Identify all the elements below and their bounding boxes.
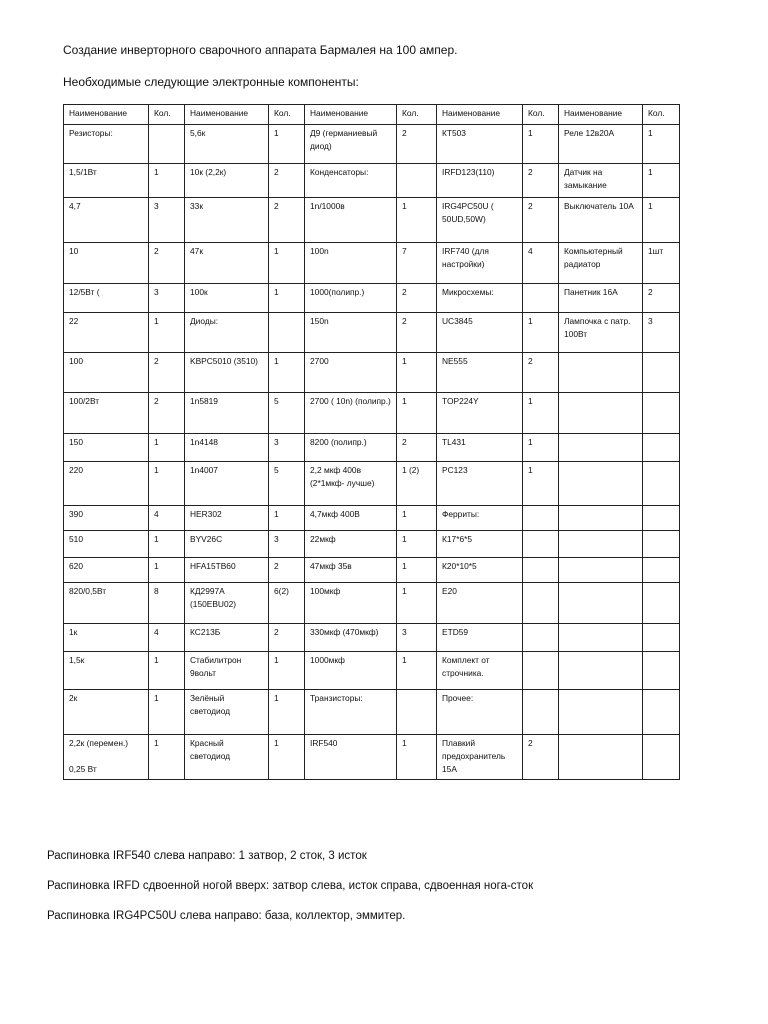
column-header: Наименование (559, 105, 643, 125)
component-name-cell: 510 (64, 531, 149, 558)
quantity-cell: 2 (397, 434, 437, 462)
component-name-cell: Панетник 16А (559, 284, 643, 313)
quantity-cell: 3 (149, 198, 185, 243)
component-name-cell: 33к (185, 198, 269, 243)
quantity-cell: 1 (149, 462, 185, 506)
component-name-cell (559, 690, 643, 735)
components-table (63, 104, 680, 780)
component-name-cell: 5,6к (185, 125, 269, 164)
quantity-cell: 3 (149, 284, 185, 313)
table-header-row (64, 105, 680, 125)
quantity-cell: 1 (269, 125, 305, 164)
component-name-cell: 1n/1000в (305, 198, 397, 243)
table-row (64, 164, 680, 198)
quantity-cell: 2 (643, 284, 680, 313)
quantity-cell: 1 (149, 164, 185, 198)
pinout-irf540: Распиновка IRF540 слева направо: 1 затвор, 2 сток, 3 исток (47, 850, 367, 862)
component-name-cell: 100n (305, 243, 397, 284)
quantity-cell: 2 (523, 735, 559, 780)
quantity-cell: 2 (269, 164, 305, 198)
component-name-cell (559, 558, 643, 583)
pinout-irg4pc50u: Распиновка IRG4PC50U слева направо: база, коллектор, эммитер. (47, 910, 406, 922)
quantity-cell: 4 (523, 243, 559, 284)
component-name-cell: 47к (185, 243, 269, 284)
component-name-cell: Ферриты: (437, 506, 523, 531)
component-name-cell: 100к (185, 284, 269, 313)
quantity-cell: 2 (149, 353, 185, 393)
component-name-cell: Д9 (германиевый диод) (305, 125, 397, 164)
component-name-cell: IRFD123(110) (437, 164, 523, 198)
quantity-cell: 5 (269, 393, 305, 434)
component-name-cell: К17*6*5 (437, 531, 523, 558)
component-name-cell: 150 (64, 434, 149, 462)
component-name-cell: IRF740 (для настройки) (437, 243, 523, 284)
component-name-cell: 4,7мкф 400В (305, 506, 397, 531)
quantity-cell (149, 125, 185, 164)
quantity-cell: 1 (523, 125, 559, 164)
quantity-cell: 1 (397, 735, 437, 780)
table-row (64, 583, 680, 624)
quantity-cell (523, 652, 559, 690)
table-row (64, 462, 680, 506)
column-header: Наименование (305, 105, 397, 125)
quantity-cell (269, 313, 305, 353)
component-name-cell (559, 393, 643, 434)
component-name-cell: IRG4PC50U ( 50UD,50W) (437, 198, 523, 243)
quantity-cell: 1 (149, 313, 185, 353)
component-name-cell (559, 462, 643, 506)
column-header: Кол. (523, 105, 559, 125)
quantity-cell: 1 (523, 313, 559, 353)
quantity-cell: 1 (397, 506, 437, 531)
table-row (64, 735, 680, 780)
component-name-cell: Выключатель 10А (559, 198, 643, 243)
quantity-cell (643, 652, 680, 690)
quantity-cell (523, 624, 559, 652)
component-name-cell: BYV26C (185, 531, 269, 558)
component-name-cell: Транзисторы: (305, 690, 397, 735)
component-name-cell: 47мкф 35в (305, 558, 397, 583)
component-name-cell: Резисторы: (64, 125, 149, 164)
quantity-cell: 1 (269, 284, 305, 313)
component-name-cell: Красный светодиод (185, 735, 269, 780)
quantity-cell (643, 434, 680, 462)
component-name-cell: Комплект от строчника. (437, 652, 523, 690)
component-name-cell: КТ503 (437, 125, 523, 164)
component-name-cell: 1n4148 (185, 434, 269, 462)
quantity-cell: 2 (523, 198, 559, 243)
quantity-cell: 1 (523, 434, 559, 462)
component-name-cell: 8200 (полипр.) (305, 434, 397, 462)
table-row (64, 393, 680, 434)
quantity-cell: 1 (643, 125, 680, 164)
component-name-cell: 2к (64, 690, 149, 735)
quantity-cell (643, 506, 680, 531)
component-name-cell: 10 (64, 243, 149, 284)
quantity-cell: 1 (269, 506, 305, 531)
quantity-cell (643, 353, 680, 393)
quantity-cell: 2 (269, 198, 305, 243)
quantity-cell (643, 531, 680, 558)
component-name-cell: Диоды: (185, 313, 269, 353)
component-name-cell: Реле 12в20А (559, 125, 643, 164)
component-name-cell: KBPC5010 (3510) (185, 353, 269, 393)
quantity-cell: 4 (149, 506, 185, 531)
component-name-cell (559, 624, 643, 652)
component-name-cell: E20 (437, 583, 523, 624)
quantity-cell: 1 (397, 393, 437, 434)
quantity-cell (397, 164, 437, 198)
component-name-cell: 1n4007 (185, 462, 269, 506)
component-name-cell: 820/0,5Вт (64, 583, 149, 624)
quantity-cell: 5 (269, 462, 305, 506)
quantity-cell: 1 (149, 558, 185, 583)
component-name-cell (559, 735, 643, 780)
component-name-cell: 620 (64, 558, 149, 583)
component-name-cell: HFA15TB60 (185, 558, 269, 583)
quantity-cell (523, 506, 559, 531)
quantity-cell: 2 (149, 393, 185, 434)
component-name-cell: 100/2Вт (64, 393, 149, 434)
component-name-cell: PC123 (437, 462, 523, 506)
component-name-cell (559, 353, 643, 393)
component-name-cell: 100мкф (305, 583, 397, 624)
quantity-cell (523, 284, 559, 313)
quantity-cell: 1 (149, 690, 185, 735)
quantity-cell: 3 (269, 434, 305, 462)
component-name-cell: NE555 (437, 353, 523, 393)
component-name-cell: Стабилитрон 9вольт (185, 652, 269, 690)
table-row (64, 558, 680, 583)
table-row (64, 506, 680, 531)
component-name-cell: Зелёный светодиод (185, 690, 269, 735)
component-name-cell: 2,2 мкф 400в (2*1мкф- лучше) (305, 462, 397, 506)
component-name-cell (559, 506, 643, 531)
component-name-cell: 1,5к (64, 652, 149, 690)
quantity-cell: 1 (269, 735, 305, 780)
table-row (64, 313, 680, 353)
component-name-cell: TL431 (437, 434, 523, 462)
column-header: Кол. (397, 105, 437, 125)
quantity-cell: 1 (269, 690, 305, 735)
component-name-cell (559, 434, 643, 462)
component-name-cell: 1n5819 (185, 393, 269, 434)
quantity-cell: 1 (523, 462, 559, 506)
quantity-cell: 1 (149, 531, 185, 558)
component-name-cell: Датчик на замыкание (559, 164, 643, 198)
component-name-cell: 330мкф (470мкф) (305, 624, 397, 652)
quantity-cell (523, 583, 559, 624)
quantity-cell: 1 (269, 652, 305, 690)
quantity-cell: 2 (523, 353, 559, 393)
quantity-cell (643, 558, 680, 583)
quantity-cell: 1 (397, 558, 437, 583)
quantity-cell (523, 690, 559, 735)
quantity-cell: 1 (523, 393, 559, 434)
table-row (64, 125, 680, 164)
component-name-cell: 22мкф (305, 531, 397, 558)
component-name-cell: 1,5/1Вт (64, 164, 149, 198)
component-name-cell: Прочее: (437, 690, 523, 735)
quantity-cell: 1 (149, 735, 185, 780)
quantity-cell (643, 393, 680, 434)
document-subtitle: Необходимые следующие электронные компоненты: (63, 75, 359, 89)
quantity-cell: 1 (397, 353, 437, 393)
quantity-cell: 3 (643, 313, 680, 353)
column-header: Кол. (643, 105, 680, 125)
component-name-cell (559, 531, 643, 558)
component-name-cell: Лампочка с патр. 100Вт (559, 313, 643, 353)
quantity-cell: 6(2) (269, 583, 305, 624)
component-name-cell: 1к (64, 624, 149, 652)
component-name-cell: К20*10*5 (437, 558, 523, 583)
table-row (64, 243, 680, 284)
quantity-cell: 1 (269, 353, 305, 393)
component-name-cell (559, 583, 643, 624)
column-header: Кол. (149, 105, 185, 125)
component-name-cell: 150n (305, 313, 397, 353)
quantity-cell: 1 (149, 434, 185, 462)
component-name-cell (559, 652, 643, 690)
component-name-cell: ETD59 (437, 624, 523, 652)
quantity-cell (643, 583, 680, 624)
quantity-cell: 2 (397, 284, 437, 313)
table-row (64, 434, 680, 462)
quantity-cell: 3 (269, 531, 305, 558)
component-name-cell: 22 (64, 313, 149, 353)
quantity-cell: 1 (397, 198, 437, 243)
column-header: Наименование (64, 105, 149, 125)
table-row (64, 353, 680, 393)
table-body (64, 125, 680, 780)
quantity-cell (523, 558, 559, 583)
component-name-cell: Плавкий предохранитель 15А (437, 735, 523, 780)
quantity-cell: 8 (149, 583, 185, 624)
component-name-cell: 1000(полипр.) (305, 284, 397, 313)
quantity-cell (643, 624, 680, 652)
quantity-cell (523, 531, 559, 558)
component-name-cell: 2700 ( 10n) (полипр.) (305, 393, 397, 434)
quantity-cell: 1 (149, 652, 185, 690)
component-name-cell: Компьютерный радиатор (559, 243, 643, 284)
component-name-cell: 2700 (305, 353, 397, 393)
table-row (64, 531, 680, 558)
component-name-cell: 390 (64, 506, 149, 531)
column-header: Наименование (437, 105, 523, 125)
quantity-cell: 1 (2) (397, 462, 437, 506)
component-name-cell: HER302 (185, 506, 269, 531)
quantity-cell: 2 (523, 164, 559, 198)
quantity-cell: 4 (149, 624, 185, 652)
quantity-cell: 1 (643, 198, 680, 243)
pinout-irfd: Распиновка IRFD сдвоенной ногой вверх: затвор слева, исток справа, сдвоенная нога-сток (47, 880, 534, 892)
quantity-cell: 1 (643, 164, 680, 198)
component-name-cell: 1000мкф (305, 652, 397, 690)
component-name-cell: 10к (2,2к) (185, 164, 269, 198)
table-row (64, 624, 680, 652)
quantity-cell: 1шт (643, 243, 680, 284)
component-name-cell: 220 (64, 462, 149, 506)
quantity-cell: 2 (149, 243, 185, 284)
component-name-cell: Микросхемы: (437, 284, 523, 313)
component-name-cell: 4,7 (64, 198, 149, 243)
component-name-cell: 100 (64, 353, 149, 393)
column-header: Кол. (269, 105, 305, 125)
table-row (64, 690, 680, 735)
quantity-cell: 2 (269, 558, 305, 583)
component-name-cell: КС213Б (185, 624, 269, 652)
table-row (64, 198, 680, 243)
component-name-cell: КД2997А (150EBU02) (185, 583, 269, 624)
quantity-cell: 1 (397, 583, 437, 624)
quantity-cell (643, 462, 680, 506)
quantity-cell: 1 (269, 243, 305, 284)
quantity-cell: 2 (269, 624, 305, 652)
component-name-cell: TOP224Y (437, 393, 523, 434)
quantity-cell (397, 690, 437, 735)
quantity-cell: 3 (397, 624, 437, 652)
component-name-cell: 12/5Вт ( (64, 284, 149, 313)
component-name-cell: UC3845 (437, 313, 523, 353)
quantity-cell (643, 690, 680, 735)
quantity-cell: 2 (397, 313, 437, 353)
quantity-cell: 1 (397, 531, 437, 558)
column-header: Наименование (185, 105, 269, 125)
component-name-cell: IRF540 (305, 735, 397, 780)
quantity-cell: 1 (397, 652, 437, 690)
quantity-cell (643, 735, 680, 780)
component-name-cell: Конденсаторы: (305, 164, 397, 198)
document-title: Создание инверторного сварочного аппарата Бармалея на 100 ампер. (63, 43, 458, 57)
component-name-cell: 2,2к (перемен.) 0,25 Вт (64, 735, 149, 780)
quantity-cell: 7 (397, 243, 437, 284)
quantity-cell: 2 (397, 125, 437, 164)
table-row (64, 284, 680, 313)
table-row (64, 652, 680, 690)
